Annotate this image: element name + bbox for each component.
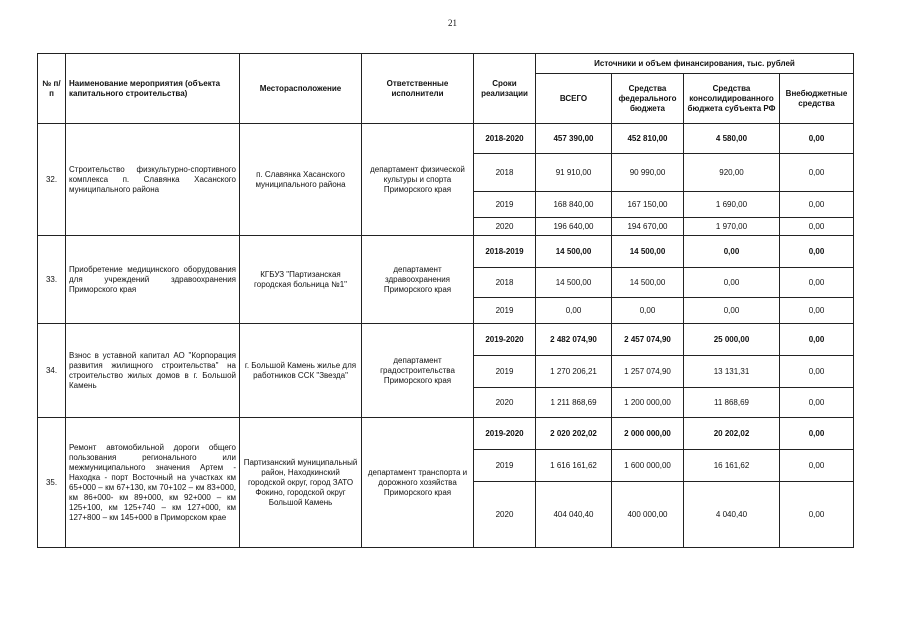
row-executors: департамент транспорта и дорожного хозяйства Приморского края bbox=[362, 418, 474, 548]
row-term: 2019 bbox=[474, 192, 536, 218]
row-federal: 452 810,00 bbox=[612, 124, 684, 154]
row-term: 2019 bbox=[474, 450, 536, 482]
row-term: 2018-2020 bbox=[474, 124, 536, 154]
row-extrabudget: 0,00 bbox=[780, 298, 854, 324]
row-total: 1 211 868,69 bbox=[536, 388, 612, 418]
row-term: 2019-2020 bbox=[474, 324, 536, 356]
row-consolidated: 4 040,40 bbox=[684, 482, 780, 548]
row-total: 457 390,00 bbox=[536, 124, 612, 154]
row-location: г. Большой Камень жилье для работников ССК "Звезда" bbox=[240, 324, 362, 418]
row-consolidated: 0,00 bbox=[684, 298, 780, 324]
row-federal: 2 000 000,00 bbox=[612, 418, 684, 450]
page-number: 21 bbox=[448, 18, 457, 28]
row-federal: 1 200 000,00 bbox=[612, 388, 684, 418]
row-extrabudget: 0,00 bbox=[780, 218, 854, 236]
row-executors: департамент градостроительства Приморского края bbox=[362, 324, 474, 418]
row-total: 14 500,00 bbox=[536, 268, 612, 298]
row-location: п. Славянка Хасанского муниципального района bbox=[240, 124, 362, 236]
row-number: 33. bbox=[38, 236, 66, 324]
row-consolidated: 4 580,00 bbox=[684, 124, 780, 154]
table-row bbox=[38, 236, 854, 268]
row-term: 2018 bbox=[474, 268, 536, 298]
row-name: Взнос в уставной капитал АО "Корпорация развития жилищного строительства" на строительство жилых домов в г. Большой Камень bbox=[66, 324, 240, 418]
row-federal: 14 500,00 bbox=[612, 268, 684, 298]
row-term: 2020 bbox=[474, 482, 536, 548]
row-consolidated: 1 690,00 bbox=[684, 192, 780, 218]
row-extrabudget: 0,00 bbox=[780, 124, 854, 154]
row-consolidated: 13 131,31 bbox=[684, 356, 780, 388]
col-header-federal: Средства федерального бюджета bbox=[612, 74, 684, 124]
row-total: 1 616 161,62 bbox=[536, 450, 612, 482]
row-location: Партизанский муниципальный район, Находкинский городской округ, город ЗАТО Фокино, городской округ Большой Камень bbox=[240, 418, 362, 548]
row-extrabudget: 0,00 bbox=[780, 236, 854, 268]
col-header-no: № п/п bbox=[38, 54, 66, 124]
row-total: 2 482 074,90 bbox=[536, 324, 612, 356]
row-federal: 0,00 bbox=[612, 298, 684, 324]
row-extrabudget: 0,00 bbox=[780, 192, 854, 218]
table-row bbox=[38, 124, 854, 154]
col-header-executors: Ответственные исполнители bbox=[362, 54, 474, 124]
row-consolidated: 20 202,02 bbox=[684, 418, 780, 450]
row-location: КГБУЗ "Партизанская городская больница №1" bbox=[240, 236, 362, 324]
row-federal: 167 150,00 bbox=[612, 192, 684, 218]
row-total: 196 640,00 bbox=[536, 218, 612, 236]
table-row bbox=[38, 418, 854, 450]
row-term: 2019 bbox=[474, 298, 536, 324]
row-total: 1 270 206,21 bbox=[536, 356, 612, 388]
row-extrabudget: 0,00 bbox=[780, 324, 854, 356]
header-row-1 bbox=[38, 54, 854, 74]
row-consolidated: 0,00 bbox=[684, 268, 780, 298]
row-number: 34. bbox=[38, 324, 66, 418]
col-header-total: ВСЕГО bbox=[536, 74, 612, 124]
row-federal: 400 000,00 bbox=[612, 482, 684, 548]
row-extrabudget: 0,00 bbox=[780, 388, 854, 418]
row-executors: департамент физической культуры и спорта Приморского края bbox=[362, 124, 474, 236]
col-header-financing-group: Источники и объем финансирования, тыс. рублей bbox=[536, 54, 854, 74]
row-term: 2019-2020 bbox=[474, 418, 536, 450]
row-consolidated: 16 161,62 bbox=[684, 450, 780, 482]
row-executors: департамент здравоохранения Приморского края bbox=[362, 236, 474, 324]
row-term: 2019 bbox=[474, 356, 536, 388]
row-total: 2 020 202,02 bbox=[536, 418, 612, 450]
col-header-name: Наименование мероприятия (объекта капитального строительства) bbox=[66, 54, 240, 124]
col-header-location: Месторасположение bbox=[240, 54, 362, 124]
row-name: Строительство физкультурно-спортивного комплекса п. Славянка Хасанского муниципального района bbox=[66, 124, 240, 236]
row-term: 2020 bbox=[474, 218, 536, 236]
row-federal: 90 990,00 bbox=[612, 154, 684, 192]
row-extrabudget: 0,00 bbox=[780, 154, 854, 192]
row-number: 32. bbox=[38, 124, 66, 236]
row-federal: 2 457 074,90 bbox=[612, 324, 684, 356]
row-total: 404 040,40 bbox=[536, 482, 612, 548]
row-term: 2018 bbox=[474, 154, 536, 192]
row-federal: 1 600 000,00 bbox=[612, 450, 684, 482]
row-number: 35. bbox=[38, 418, 66, 548]
row-consolidated: 0,00 bbox=[684, 236, 780, 268]
row-total: 91 910,00 bbox=[536, 154, 612, 192]
row-extrabudget: 0,00 bbox=[780, 482, 854, 548]
row-consolidated: 1 970,00 bbox=[684, 218, 780, 236]
col-header-extrabudget: Внебюджетные средства bbox=[780, 74, 854, 124]
row-name: Ремонт автомобильной дороги общего пользования регионального или межмуниципального значения Артем - Находка - порт Восточный на участках км 65+000 – км 67+130, км 70+102 – км 83+000, км 86+000- км 89+000, км 92+000 – км 125+100, км 125+740 – км 127+000, км 127+800 – км 145+000 в Приморском крае bbox=[66, 418, 240, 548]
col-header-terms: Сроки реализации bbox=[474, 54, 536, 124]
row-term: 2020 bbox=[474, 388, 536, 418]
row-extrabudget: 0,00 bbox=[780, 268, 854, 298]
row-name: Приобретение медицинского оборудования для учреждений здравоохранения Приморского края bbox=[66, 236, 240, 324]
row-consolidated: 11 868,69 bbox=[684, 388, 780, 418]
row-extrabudget: 0,00 bbox=[780, 418, 854, 450]
table-row bbox=[38, 324, 854, 356]
row-federal: 194 670,00 bbox=[612, 218, 684, 236]
row-total: 14 500,00 bbox=[536, 236, 612, 268]
row-consolidated: 25 000,00 bbox=[684, 324, 780, 356]
row-total: 168 840,00 bbox=[536, 192, 612, 218]
row-consolidated: 920,00 bbox=[684, 154, 780, 192]
row-total: 0,00 bbox=[536, 298, 612, 324]
row-federal: 14 500,00 bbox=[612, 236, 684, 268]
row-extrabudget: 0,00 bbox=[780, 450, 854, 482]
col-header-consolidated: Средства консолидированного бюджета субъекта РФ bbox=[684, 74, 780, 124]
financing-table bbox=[37, 53, 854, 548]
row-federal: 1 257 074,90 bbox=[612, 356, 684, 388]
row-term: 2018-2019 bbox=[474, 236, 536, 268]
row-extrabudget: 0,00 bbox=[780, 356, 854, 388]
